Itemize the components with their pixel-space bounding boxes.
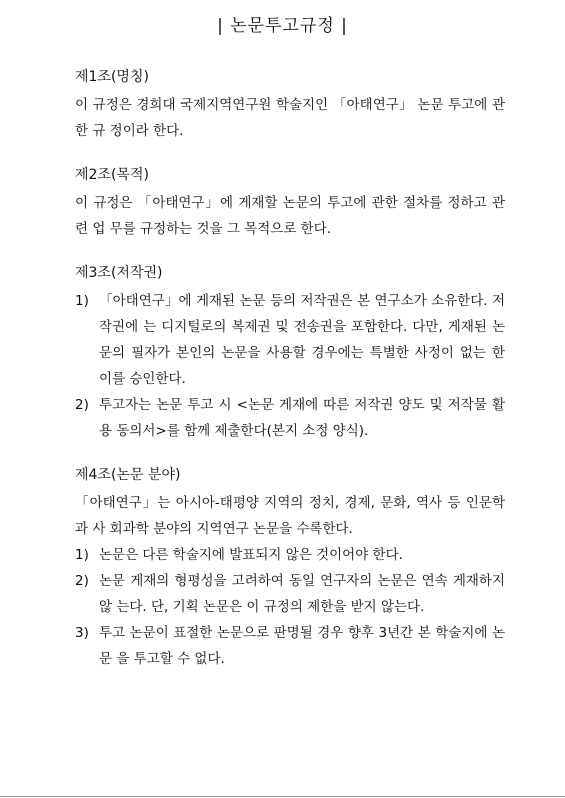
article-1 bbox=[75, 64, 505, 144]
item-number: 3) bbox=[75, 625, 89, 641]
item-text: 「아태연구」에 게재된 논문 등의 저작권은 본 연구소가 소유한다. 저작권에 는 디지털로의 복제권 및 전송권을 포함한다. 다만, 게재된 논문의 필자가 본인의 논문을 사용할 경우에는 특별한 사정이 없는 한 이를 승인한다. bbox=[99, 293, 505, 387]
item-text: 논문은 다른 학술지에 발표되지 않은 것이어야 한다. bbox=[99, 547, 403, 563]
item-number: 2) bbox=[75, 397, 89, 413]
item-number: 2) bbox=[75, 573, 89, 589]
article-heading: 제4조(논문 분야) bbox=[75, 467, 181, 483]
item-number: 1) bbox=[75, 293, 89, 309]
list-item bbox=[75, 288, 505, 392]
list-item bbox=[75, 392, 505, 444]
article-paragraph: 이 규정은 「아태연구」에 게재할 논문의 투고에 관한 절차를 정하고 관련 업 무를 규정하는 것을 그 목적으로 한다. bbox=[75, 195, 505, 237]
item-text: 논문 게재의 형평성을 고려하여 동일 연구자의 논문은 연속 게재하지 않 는다. 단, 기획 논문은 이 규정의 제한을 받지 않는다. bbox=[99, 573, 505, 615]
article-paragraph: 「아태연구」는 아시아-태평양 지역의 정치, 경제, 문화, 역사 등 인문학과 사 회과학 분야의 지역연구 논문을 수록한다. bbox=[75, 495, 505, 537]
article-heading: 제2조(목적) bbox=[75, 167, 149, 183]
article-3 bbox=[75, 260, 505, 444]
list-item bbox=[75, 568, 505, 620]
list-item bbox=[75, 542, 505, 568]
article-heading: 제3조(저작권) bbox=[75, 265, 163, 281]
item-number: 1) bbox=[75, 547, 89, 563]
item-text: 투고 논문이 표절한 논문으로 판명될 경우 향후 3년간 본 학술지에 논문 을 투고할 수 없다. bbox=[99, 625, 505, 667]
article-2 bbox=[75, 162, 505, 242]
article-paragraph: 이 규정은 경희대 국제지역연구원 학술지인 「아태연구」 논문 투고에 관한 규 정이라 한다. bbox=[75, 97, 505, 139]
list-item bbox=[75, 620, 505, 672]
bottom-divider bbox=[0, 796, 565, 797]
regulation-body bbox=[75, 64, 505, 690]
page-title: | 논문투고규정 | bbox=[217, 16, 348, 36]
item-text: 투고자는 논문 투고 시 <논문 게재에 따른 저작권 양도 및 저작물 활용 동의서>를 함께 제출한다(본지 소정 양식). bbox=[99, 397, 505, 439]
article-4 bbox=[75, 462, 505, 672]
article-heading: 제1조(명칭) bbox=[75, 69, 149, 85]
